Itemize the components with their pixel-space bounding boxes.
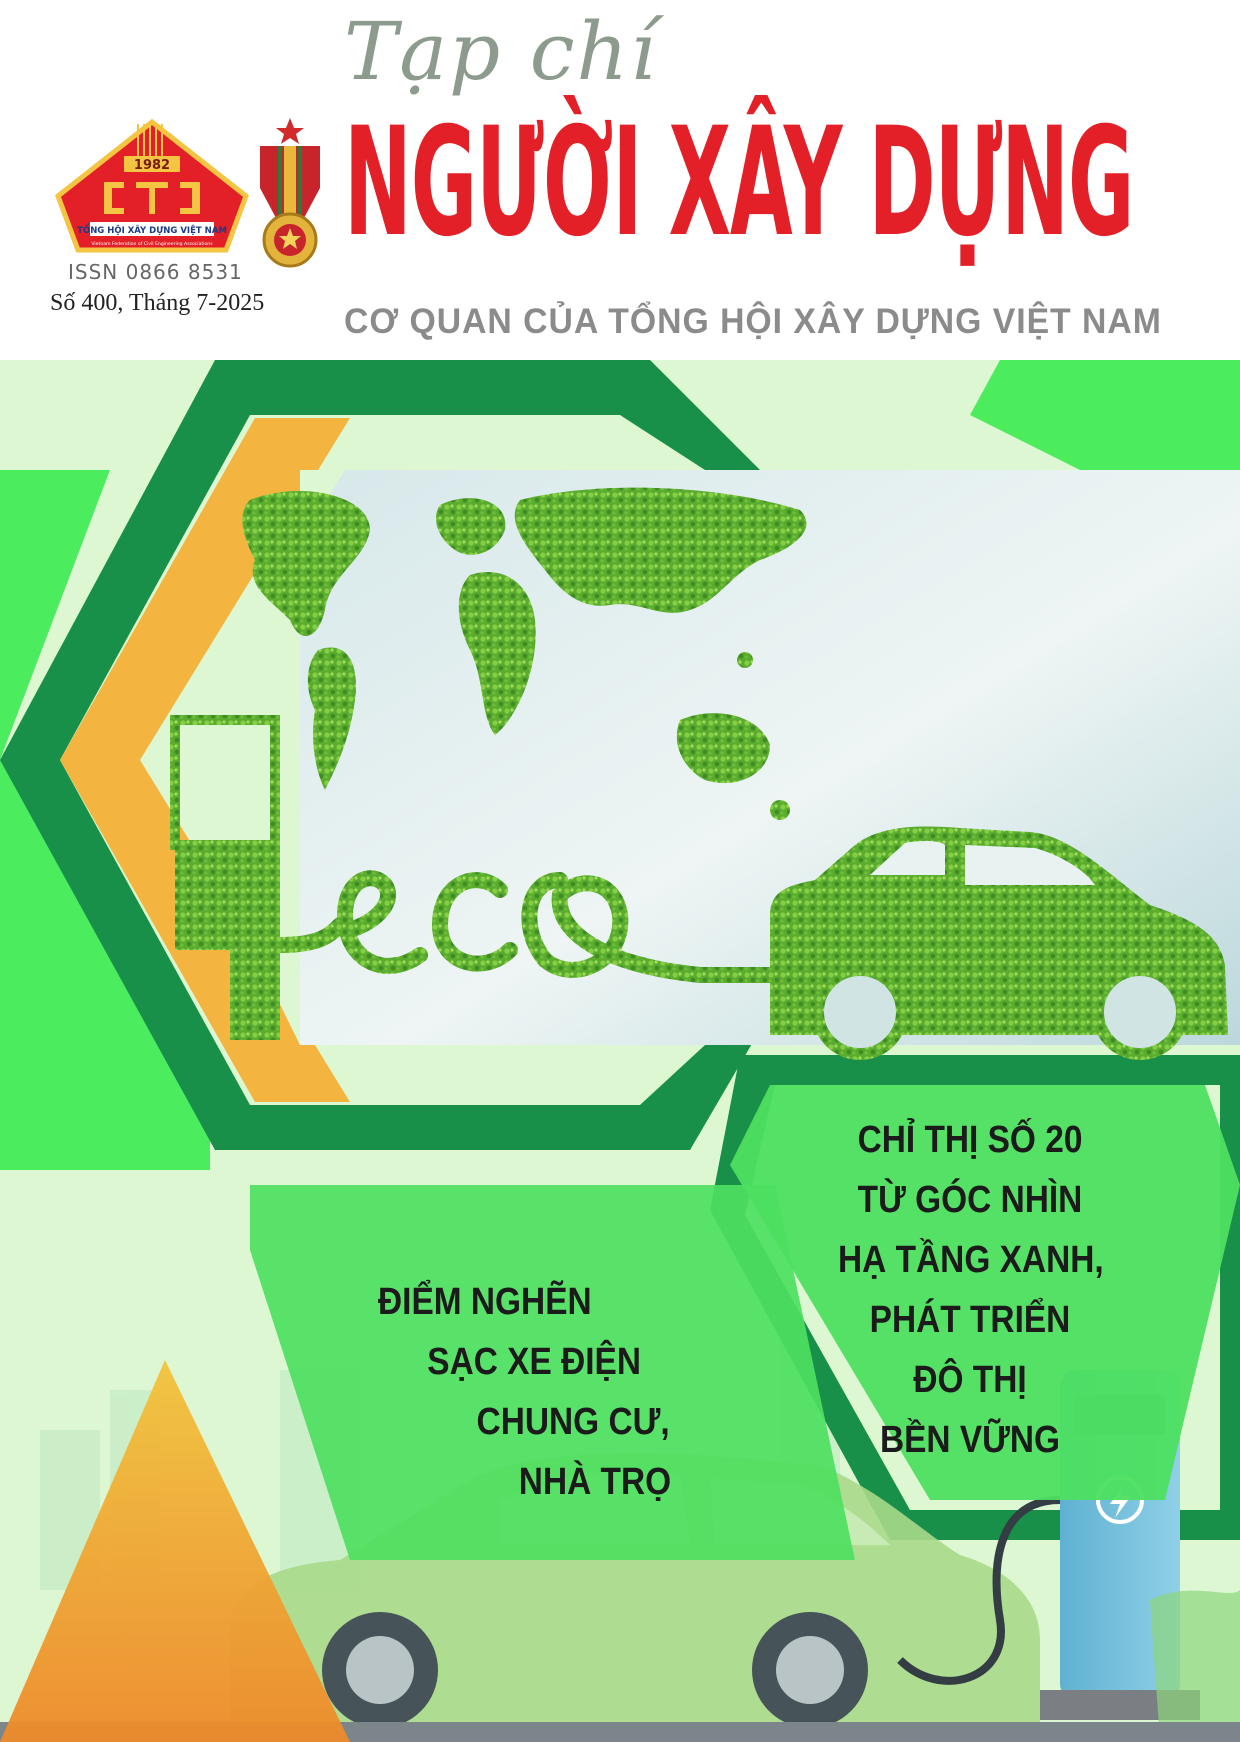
headline-line: HẠ TẦNG XANH,: [838, 1239, 1104, 1281]
issn-number: ISSN 0866 8531: [68, 260, 243, 284]
magazine-subtitle: CƠ QUAN CỦA TỔNG HỘI XÂY DỰNG VIỆT NAM: [344, 302, 1162, 341]
cover-artwork: [0, 360, 1240, 1742]
headline-line: SẠC XE ĐIỆN: [427, 1341, 641, 1383]
magazine-title: NGƯỜI XÂY DỰNG: [344, 96, 1134, 270]
logo-org-name-en: Vietnam Federation of Civil Engineering Associations: [91, 242, 213, 247]
cover-illustration: [0, 360, 1240, 1742]
headline-line: ĐÔ THỊ: [913, 1359, 1027, 1401]
federation-logo: [54, 118, 250, 258]
issue-number: Số 400, Tháng 7-2025: [50, 290, 265, 316]
masthead: [0, 0, 1240, 360]
headline-line: BỀN VỮNG: [879, 1419, 1061, 1461]
headline-ev-charging[interactable]: [378, 1272, 695, 1512]
headline-line: CHUNG CƯ,: [476, 1401, 670, 1443]
medal-icon: [254, 118, 326, 270]
logo-year: 1982: [133, 158, 171, 173]
headline-line: ĐIỂM NGHẼN: [378, 1281, 592, 1323]
headline-line: PHÁT TRIỂN: [869, 1299, 1071, 1341]
headline-line: NHÀ TRỌ: [518, 1461, 672, 1503]
logo-org-name: TỔNG HỘI XÂY DỰNG VIỆT NAM: [77, 226, 227, 236]
headline-directive-20[interactable]: [838, 1110, 1102, 1470]
magazine-kicker: Tạp chí: [344, 5, 658, 98]
headline-line: TỪ GÓC NHÌN: [857, 1179, 1083, 1221]
headline-line: CHỈ THỊ SỐ 20: [857, 1119, 1083, 1161]
